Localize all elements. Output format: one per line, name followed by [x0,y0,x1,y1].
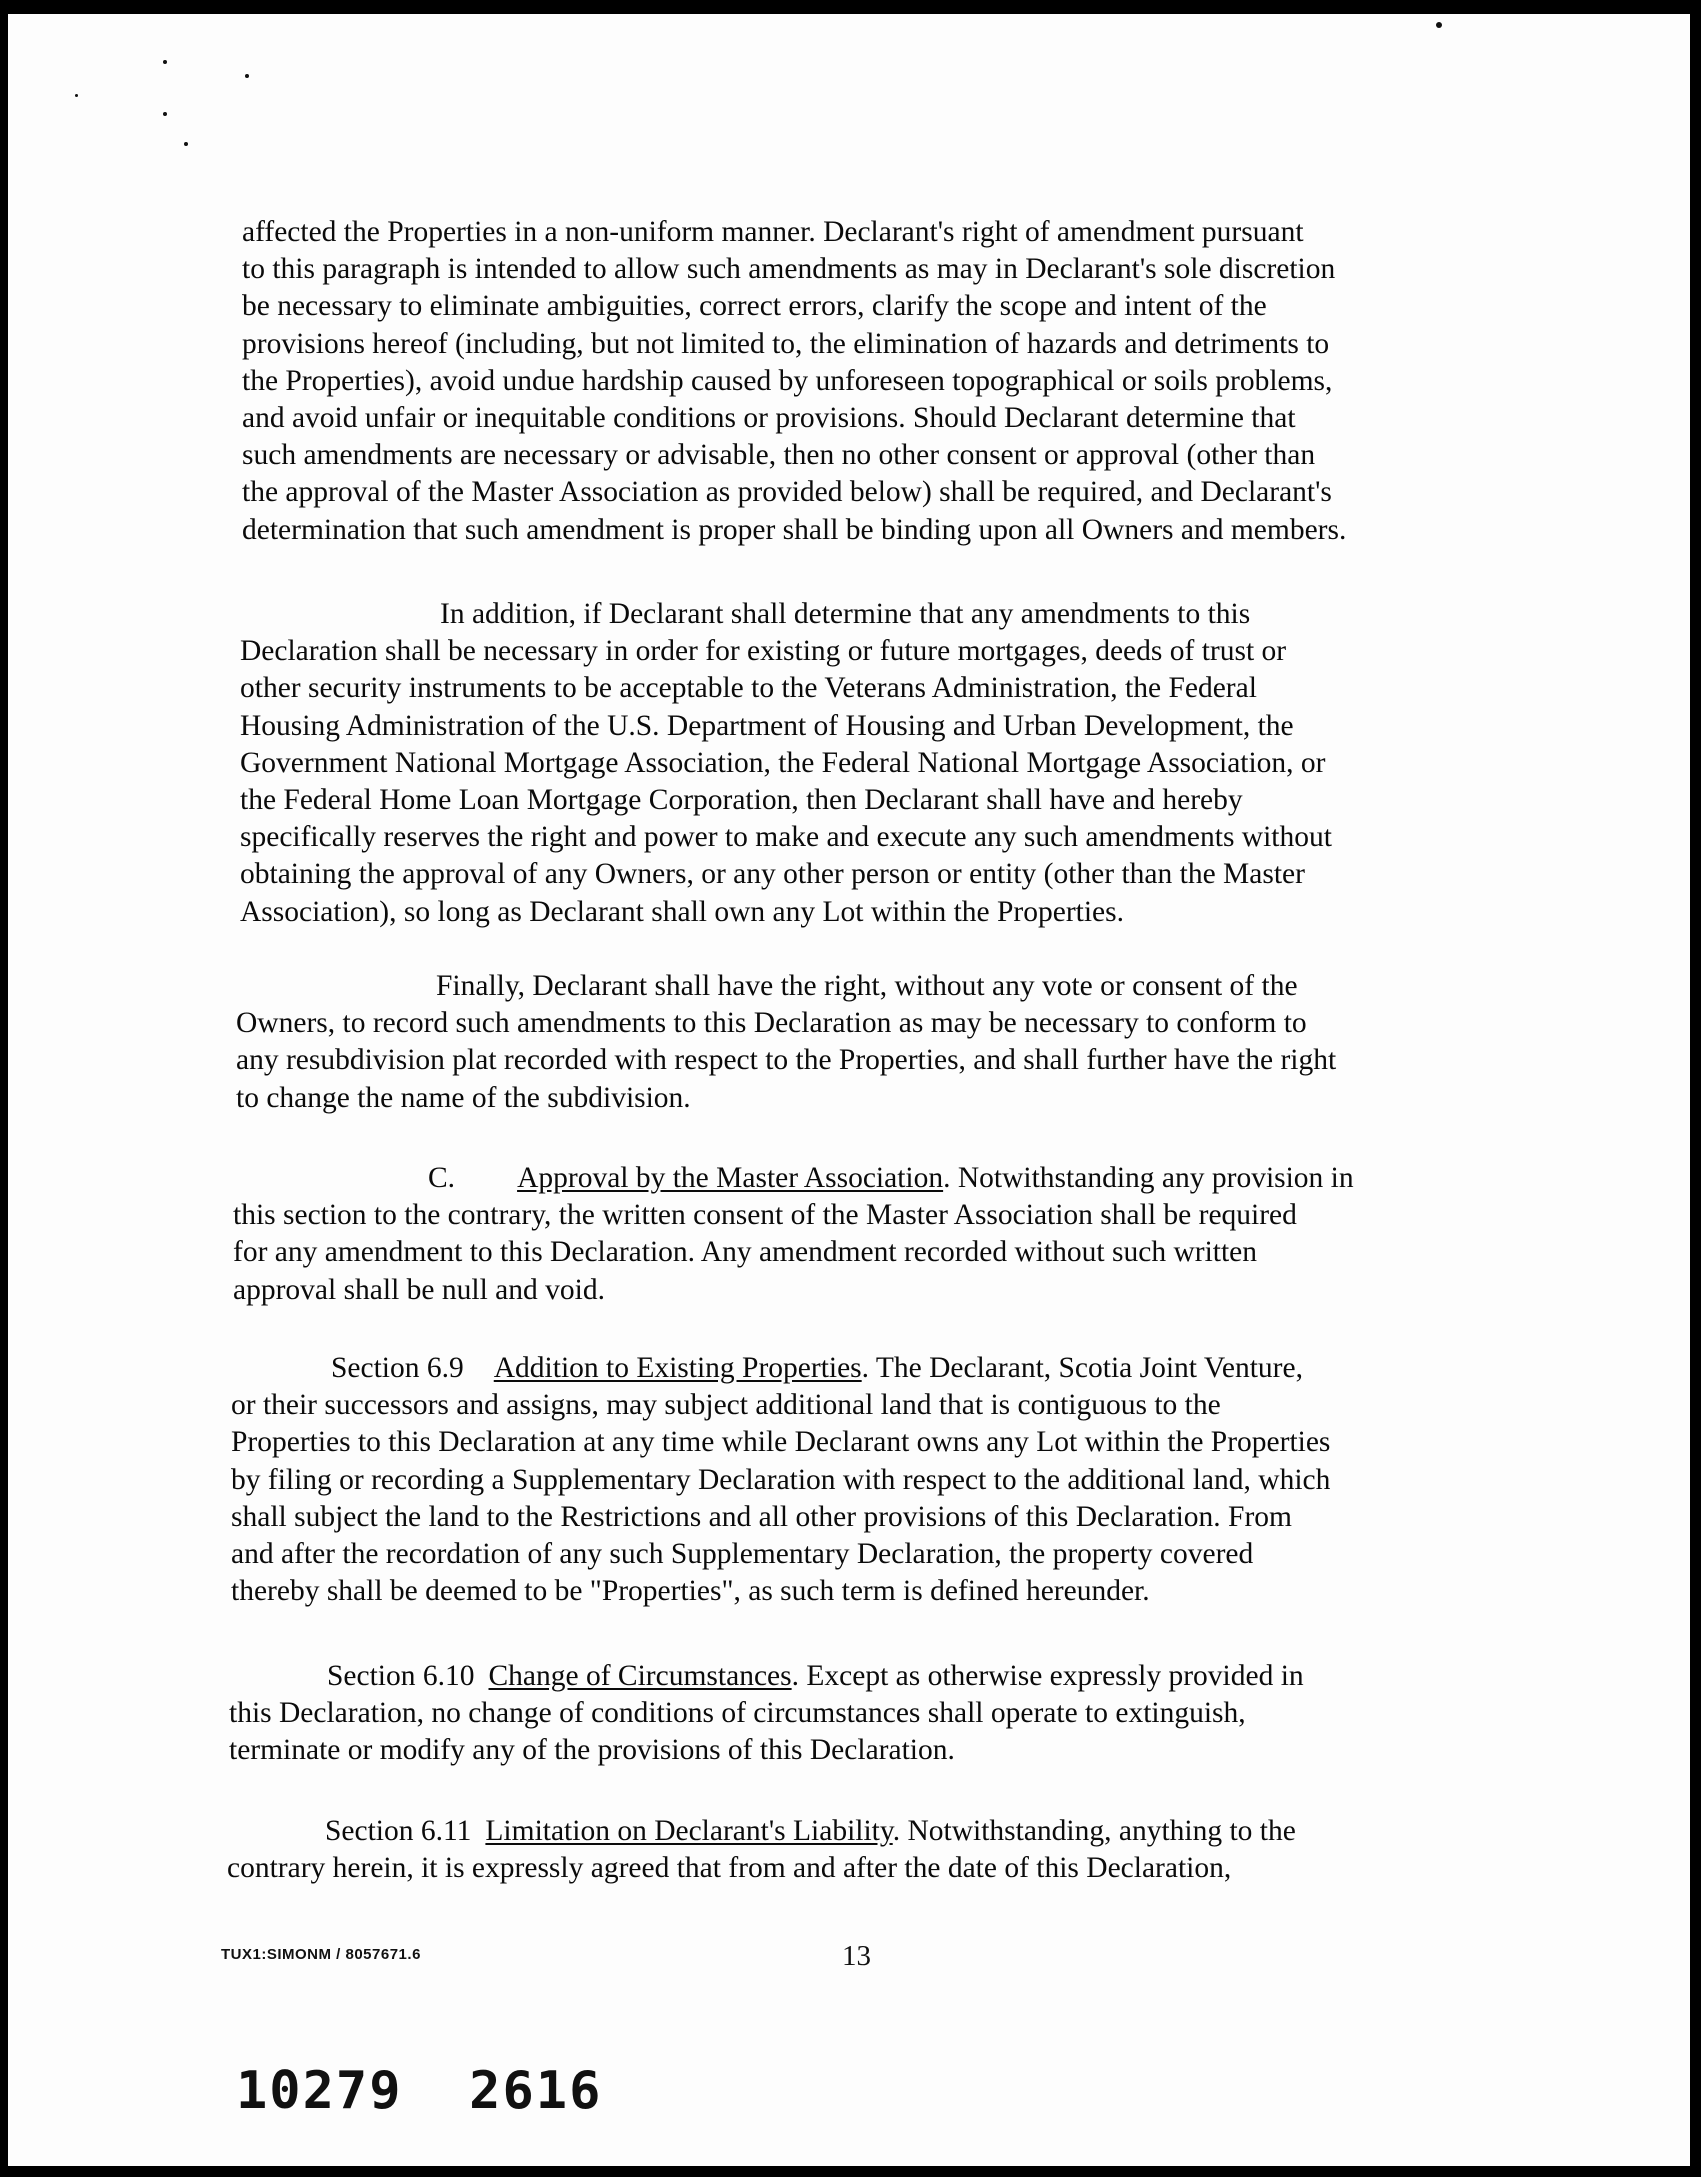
text-line: other security instruments to be acceptable to the Veterans Administration, the Federal [240,672,1257,705]
text-line: be necessary to eliminate ambiguities, correct errors, clarify the scope and intent of the [242,290,1267,323]
text-line: to this paragraph is intended to allow such amendments as may in Declarant's sole discretion [242,253,1336,286]
scan-speck [163,60,167,64]
page-number: 13 [842,1940,871,1972]
text-line: determination that such amendment is proper shall be binding upon all Owners and members. [242,513,1347,546]
text-line: this Declaration, no change of conditions of circumstances shall operate to extinguish, [229,1697,1246,1730]
text-line: Association), so long as Declarant shall own any Lot within the Properties. [240,895,1125,928]
section-first-line-rest: . The Declarant, Scotia Joint Venture, [861,1352,1303,1384]
section-6-11-liability [227,1813,1296,1887]
section-label: Section 6.11 [325,1815,472,1847]
section-first-line [229,1658,1304,1695]
footer-document-id: TUX1:SIMONM / 8057671.6 [221,1946,421,1963]
section-heading: Change of Circumstances [488,1660,792,1692]
text-line: by filing or recording a Supplementary Declaration with respect to the additional land, which [231,1463,1331,1496]
text-line: Properties to this Declaration at any time while Declarant owns any Lot within the Properties [231,1426,1331,1459]
section-first-line-rest: . Notwithstanding, anything to the [892,1815,1296,1847]
text-line: affected the Properties in a non-uniform manner. Declarant's right of amendment pursuant [242,216,1304,248]
text-line: terminate or modify any of the provisions of this Declaration. [229,1734,955,1767]
scan-speck [1436,22,1442,28]
text-line: any resubdivision plat recorded with respect to the Properties, and shall further have the right [236,1044,1337,1077]
document-page [8,14,1690,2166]
text-line: or their successors and assigns, may subject additional land that is contiguous to the [231,1389,1221,1422]
paragraph-amendment-scope [242,214,1346,549]
text-line: Owners, to record such amendments to this Declaration as may be necessary to conform to [236,1007,1307,1040]
text-line: the Properties), avoid undue hardship caused by unforeseen topographical or soils problems, [242,364,1333,397]
paragraph-resubdivision [236,968,1336,1117]
section-c-approval [233,1160,1354,1309]
section-heading: Limitation on Declarant's Liability [485,1815,893,1847]
bates-stamp: 10279 2616 [236,2061,603,2121]
section-first-line [233,1160,1354,1197]
scan-speck [245,74,249,78]
section-label: Section 6.9 [331,1352,464,1384]
text-line: and after the recordation of any such Supplementary Declaration, the property covered [231,1538,1254,1571]
text-line: Government National Mortgage Association, the Federal National Mortgage Association, or [240,746,1326,779]
section-6-10-circumstances [229,1658,1304,1770]
scan-speck [163,112,167,116]
paragraph-mortgage-amendments [240,596,1332,931]
text-line: to change the name of the subdivision. [236,1081,691,1114]
text-line: such amendments are necessary or advisable, then no other consent or approval (other than [242,439,1316,472]
section-6-9-addition [231,1350,1330,1610]
text-line: shall subject the land to the Restrictions and all other provisions of this Declaration. From [231,1500,1292,1533]
section-first-line-rest: . Notwithstanding any provision in [943,1162,1354,1194]
scan-speck [184,142,188,146]
text-line: specifically reserves the right and power to make and execute any such amendments without [240,821,1332,854]
section-label: C. [428,1162,456,1194]
section-first-line [231,1350,1330,1387]
scan-speck [75,94,78,97]
text-line: the Federal Home Loan Mortgage Corporation, then Declarant shall have and hereby [240,784,1243,817]
section-first-line [227,1813,1296,1850]
text-line: Declaration shall be necessary in order for existing or future mortgages, deeds of trust or [240,635,1287,668]
text-line: the approval of the Master Association as provided below) shall be required, and Declarant's [242,476,1332,509]
text-line: approval shall be null and void. [233,1273,605,1306]
section-first-line-rest: . Except as otherwise expressly provided in [791,1660,1304,1692]
text-line: Housing Administration of the U.S. Department of Housing and Urban Development, the [240,709,1294,742]
text-line: thereby shall be deemed to be "Properties", as such term is defined hereunder. [231,1575,1150,1608]
section-heading: Addition to Existing Properties [493,1352,862,1384]
text-line: Finally, Declarant shall have the right, without any vote or consent of the [436,970,1298,1002]
text-line: contrary herein, it is expressly agreed that from and after the date of this Declaration, [227,1852,1232,1885]
text-line: and avoid unfair or inequitable conditions or provisions. Should Declarant determine that [242,402,1296,435]
text-line: In addition, if Declarant shall determine that any amendments to this [440,598,1251,630]
section-label: Section 6.10 [327,1660,475,1692]
text-line: obtaining the approval of any Owners, or any other person or entity (other than the Master [240,858,1305,891]
text-line: provisions hereof (including, but not limited to, the elimination of hazards and detriments to [242,327,1330,360]
text-line: for any amendment to this Declaration. Any amendment recorded without such written [233,1236,1258,1269]
text-line: this section to the contrary, the written consent of the Master Association shall be required [233,1199,1297,1232]
section-heading: Approval by the Master Association [517,1162,944,1194]
